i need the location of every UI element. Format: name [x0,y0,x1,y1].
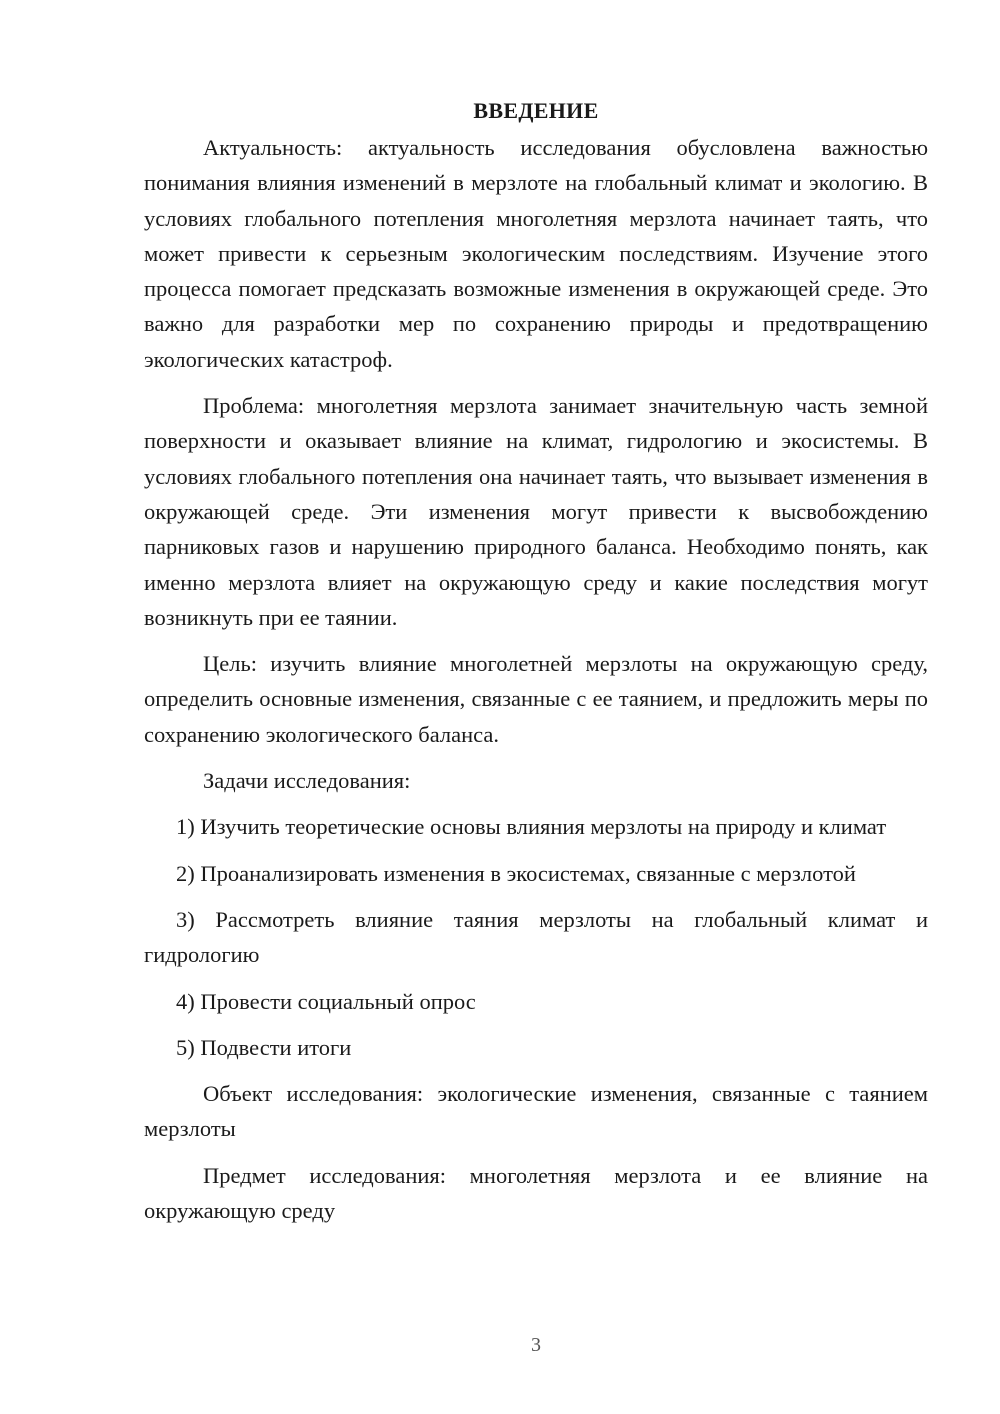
object-paragraph: Объект исследования: экологические изменения, связанные с таянием мерзлоты [144,1081,928,1142]
page-number: 3 [531,1334,541,1356]
tasks-heading: Задачи исследования: [203,768,411,794]
task-item-2: 2) Проанализировать изменения в экосистемах, связанные с мерзлотой [176,860,856,886]
task-item-5: 5) Подвести итоги [176,1034,352,1060]
relevance-paragraph: Актуальность: актуальность исследования обусловлена важностью понимания влияния изменений в мерзлоте на глобальный климат и экологию. В условиях глобального потепления многолетняя мерзлота начинает таять, что может привести к серьезным экологическим последствиям. Изучение этого процесса помогает предсказать возможные изменения в окружающей среде. Это важно для разработки мер по сохранению природы и предотвращению экологических катастроф. [144,135,928,372]
goal-paragraph: Цель: изучить влияние многолетней мерзлоты на окружающую среду, определить основные изменения, связанные с ее таянием, и предложить меры по сохранению экологического баланса. [144,651,928,747]
task-item-1: 1) Изучить теоретические основы влияния мерзлоты на природу и климат [176,814,887,840]
task-item-3: 3) Рассмотреть влияние таяния мерзлоты на глобальный климат и гидрологию [144,906,928,968]
task-item-4: 4) Провести социальный опрос [176,988,476,1014]
section-title: ВВЕДЕНИЕ [473,98,599,123]
subject-paragraph: Предмет исследования: многолетняя мерзлота и ее влияние на окружающую среду [144,1162,928,1224]
problem-paragraph: Проблема: многолетняя мерзлота занимает значительную часть земной поверхности и оказывает влияние на климат, гидрологию и экосистемы. В условиях глобального потепления она начинает таять, что вызывает изменения в окружающей среде. Эти изменения могут привести к высвобождению парниковых газов и нарушению природного баланса. Необходимо понять, как именно мерзлота влияет на окружающую среду и какие последствия могут возникнуть при ее таянии. [144,393,928,630]
page-content [144,96,928,1228]
